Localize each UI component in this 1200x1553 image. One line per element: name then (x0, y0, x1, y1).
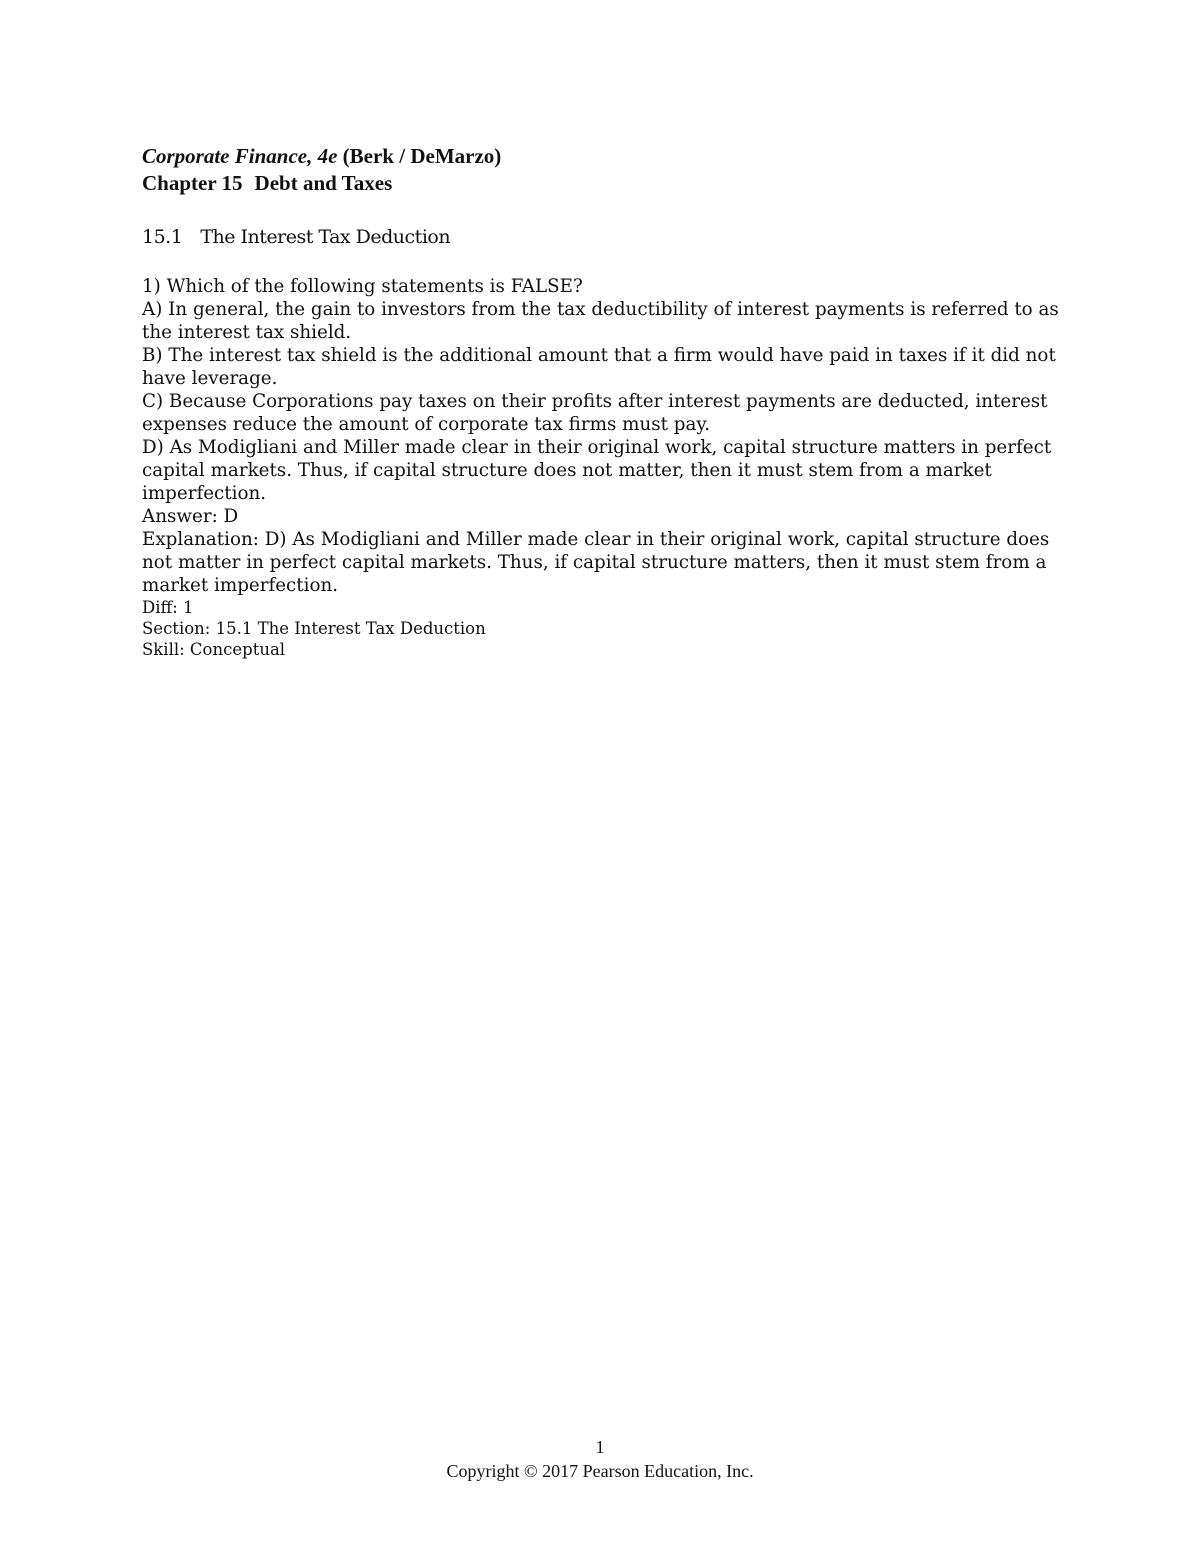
question-prompt: 1) Which of the following statements is FALSE? (142, 276, 583, 297)
option-c: C) Because Corporations pay taxes on their profits after interest payments are deducted, interest expenses reduce the amount of corporate tax firms must pay. (142, 391, 1048, 435)
page-content (142, 143, 1062, 660)
book-title: Corporate Finance, 4e (142, 144, 338, 168)
section-heading (142, 225, 1062, 249)
explanation: Explanation: D) As Modigliani and Miller made clear in their original work, capital structure does not matter in perfect capital markets. Thus, if capital structure matters, then it must stem from a market imperfection. (142, 529, 1050, 596)
difficulty: Diff: 1 (142, 598, 194, 617)
option-a: A) In general, the gain to investors from the tax deductibility of interest payments is referred to as the interest tax shield. (142, 299, 1059, 343)
chapter-label: Chapter 15 (142, 171, 243, 195)
option-b: B) The interest tax shield is the additional amount that a firm would have paid in taxes if it did not have leverage. (142, 345, 1056, 389)
question-block (142, 275, 1062, 660)
answer: Answer: D (142, 506, 239, 527)
chapter-heading (142, 170, 1062, 197)
chapter-title: Debt and Taxes (254, 171, 393, 195)
skill: Skill: Conceptual (142, 640, 286, 659)
section-title: The Interest Tax Deduction (200, 226, 451, 248)
question-section: Section: 15.1 The Interest Tax Deduction (142, 619, 486, 638)
book-authors: (Berk / DeMarzo) (337, 144, 502, 168)
copyright-notice: Copyright © 2017 Pearson Education, Inc. (446, 1461, 754, 1481)
page-number: 1 (595, 1437, 605, 1457)
section-number: 15.1 (142, 226, 183, 248)
option-d: D) As Modigliani and Miller made clear in their original work, capital structure matters in perfect capital markets. Thus, if capital structure does not matter, then it must stem from a market imperfection. (142, 437, 1052, 504)
book-title-line (142, 143, 1062, 170)
